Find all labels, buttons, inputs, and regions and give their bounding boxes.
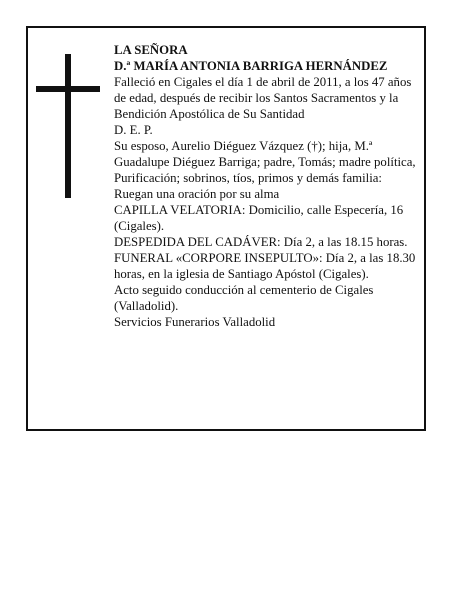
cross-icon xyxy=(36,54,100,198)
cross-horizontal-bar xyxy=(36,86,100,92)
notice-title: LA SEÑORA xyxy=(114,43,188,57)
death-announcement: Falleció en Cigales el día 1 de abril de 2011, a los 47 años de edad, después de recibir los Santos Sacramentos y la Bendición Apostólica de Su Santidad xyxy=(114,75,412,121)
farewell-info: DESPEDIDA DEL CADÁVER: Día 2, a las 18.15 horas. xyxy=(114,235,408,249)
notice-text xyxy=(114,42,424,330)
rip-line: D. E. P. xyxy=(114,123,153,137)
chapel-info: CAPILLA VELATORIA: Domicilio, calle Especería, 16 (Cigales). xyxy=(114,203,404,233)
funeral-services: Servicios Funerarios Valladolid xyxy=(114,315,276,329)
family-list: Su esposo, Aurelio Diéguez Vázquez (†); hija, M.ª Guadalupe Diéguez Barriga; padre, Tomás; madre política, Purificación; sobrinos, tíos, primos y demás familia: xyxy=(114,139,416,185)
deceased-name: D.ª MARÍA ANTONIA BARRIGA HERNÁNDEZ xyxy=(114,59,388,73)
funeral-info: FUNERAL «CORPORE INSEPULTO»: Día 2, a las 18.30 horas, en la iglesia de Santiago Apóstol (Cigales). xyxy=(114,251,416,281)
burial-info: Acto seguido conducción al cementerio de Cigales (Valladolid). xyxy=(114,283,374,313)
cross-vertical-bar xyxy=(65,54,71,198)
prayer-request: Ruegan una oración por su alma xyxy=(114,187,280,201)
obituary-notice xyxy=(26,26,426,431)
